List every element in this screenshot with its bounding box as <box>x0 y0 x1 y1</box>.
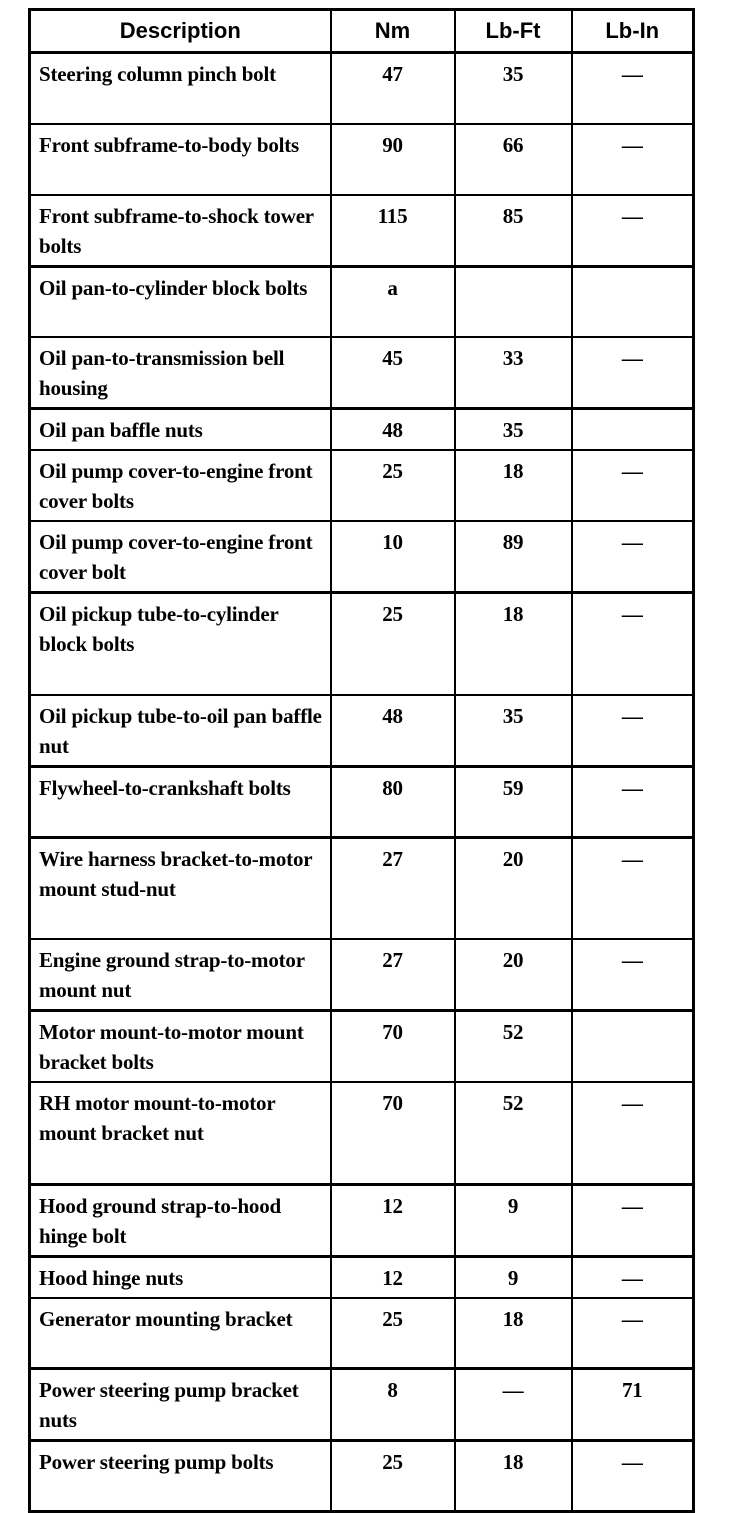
lbin-cell-text: 71 <box>621 1378 643 1402</box>
description-cell <box>30 695 331 767</box>
lbft-cell-text: 52 <box>502 1091 524 1115</box>
lbin-cell <box>572 337 694 409</box>
description-cell <box>30 53 331 124</box>
lbin-cell <box>572 53 694 124</box>
lbin-cell <box>572 593 694 695</box>
nm-cell-text: 27 <box>382 948 403 972</box>
nm-cell-text: 70 <box>382 1020 403 1044</box>
lbin-cell-text: — <box>621 1091 643 1115</box>
nm-cell-text: 12 <box>382 1193 403 1218</box>
description-cell-text: Wire harness bracket-to-motor mount stud-nut <box>39 846 312 901</box>
header-nm: Nm <box>331 10 455 53</box>
lbin-cell <box>572 1256 694 1298</box>
table-row <box>30 1369 694 1441</box>
lbin-cell-text: — <box>621 346 643 370</box>
nm-cell-text: 27 <box>382 846 403 871</box>
nm-cell <box>331 766 455 837</box>
description-cell <box>30 1441 331 1512</box>
nm-cell <box>331 1369 455 1441</box>
lbin-cell-text: — <box>621 1450 643 1474</box>
nm-cell-text: 47 <box>382 62 403 86</box>
nm-cell-text: 70 <box>382 1091 403 1115</box>
description-cell <box>30 450 331 521</box>
description-cell <box>30 766 331 837</box>
lbft-cell <box>455 939 572 1011</box>
lbft-cell-text: 33 <box>502 346 524 370</box>
header-row <box>30 10 694 53</box>
description-cell <box>30 195 331 267</box>
description-cell-text: Flywheel-to-crankshaft bolts <box>39 775 291 800</box>
table-row <box>30 521 694 593</box>
lbin-cell-text: — <box>621 459 643 483</box>
description-cell-text: Steering column pinch bolt <box>39 62 276 86</box>
description-cell-text: Power steering pump bracket nuts <box>39 1378 299 1432</box>
table-row <box>30 1441 694 1512</box>
lbft-cell-text: 35 <box>502 418 524 442</box>
lbft-cell <box>455 837 572 939</box>
description-cell-text: Front subframe-to-body bolts <box>39 132 300 157</box>
nm-cell-text: 10 <box>382 530 403 554</box>
table-row <box>30 939 694 1011</box>
description-cell <box>30 1082 331 1184</box>
lbin-cell <box>572 1184 694 1256</box>
lbft-cell <box>455 1441 572 1512</box>
lbft-cell-text: 18 <box>502 602 524 626</box>
description-cell <box>30 1298 331 1369</box>
nm-cell <box>331 837 455 939</box>
lbin-cell <box>572 939 694 1011</box>
lbft-cell-text: 85 <box>502 203 524 228</box>
nm-cell <box>331 1298 455 1369</box>
lbft-cell <box>455 450 572 521</box>
lbft-cell-text: 18 <box>502 1450 524 1474</box>
lbin-cell-text: — <box>621 1265 643 1290</box>
lbft-cell <box>455 695 572 767</box>
torque-spec-sheet <box>28 8 692 1513</box>
description-cell-text: Power steering pump bolts <box>39 1450 274 1474</box>
lbin-cell <box>572 450 694 521</box>
header-lbin: Lb-In <box>572 10 694 53</box>
lbin-cell <box>572 409 694 451</box>
lbft-cell-text: 59 <box>502 775 524 800</box>
table-row <box>30 409 694 451</box>
lbin-cell-text: — <box>621 1306 643 1331</box>
lbin-cell-text: — <box>621 775 643 800</box>
table-row <box>30 1011 694 1083</box>
lbft-cell <box>455 1011 572 1083</box>
description-cell-text: Motor mount-to-motor mount bracket bolts <box>39 1020 304 1074</box>
header-description: Description <box>30 10 331 53</box>
lbft-cell <box>455 1298 572 1369</box>
nm-cell <box>331 1256 455 1298</box>
nm-cell-text: 45 <box>382 346 403 370</box>
nm-cell <box>331 1082 455 1184</box>
table-row <box>30 1184 694 1256</box>
lbft-cell-text: 66 <box>502 132 524 157</box>
lbin-cell <box>572 1298 694 1369</box>
description-cell <box>30 837 331 939</box>
description-cell <box>30 1256 331 1298</box>
lbin-cell <box>572 1441 694 1512</box>
lbin-cell-text: — <box>621 1193 643 1218</box>
lbft-cell-text: 9 <box>507 1265 519 1290</box>
nm-cell <box>331 1441 455 1512</box>
description-cell-text: Oil pan baffle nuts <box>39 418 203 442</box>
nm-cell <box>331 521 455 593</box>
table-row <box>30 195 694 267</box>
lbin-cell <box>572 1082 694 1184</box>
table-row <box>30 1298 694 1369</box>
nm-cell <box>331 695 455 767</box>
lbin-cell <box>572 766 694 837</box>
nm-cell <box>331 593 455 695</box>
table-row <box>30 837 694 939</box>
nm-cell-text: 25 <box>382 1450 403 1474</box>
lbin-cell-text: — <box>621 948 643 972</box>
header-lbft: Lb-Ft <box>455 10 572 53</box>
lbin-cell <box>572 1011 694 1083</box>
lbft-cell-text: 18 <box>502 459 524 483</box>
nm-cell <box>331 337 455 409</box>
nm-cell <box>331 124 455 195</box>
lbft-cell <box>455 337 572 409</box>
lbin-cell-text: — <box>621 530 643 554</box>
lbft-cell-text: 35 <box>502 62 524 86</box>
description-cell <box>30 1184 331 1256</box>
lbft-cell <box>455 1369 572 1441</box>
description-cell <box>30 124 331 195</box>
nm-cell-text: 48 <box>382 703 403 728</box>
torque-spec-table <box>28 8 695 1513</box>
lbft-cell-text: 18 <box>502 1306 524 1331</box>
nm-cell-text: 25 <box>382 459 403 483</box>
lbft-cell-text: 52 <box>502 1020 524 1044</box>
lbft-cell <box>455 1256 572 1298</box>
lbft-cell <box>455 124 572 195</box>
table-row <box>30 695 694 767</box>
lbft-cell-text: 89 <box>502 530 524 554</box>
lbin-cell-text: — <box>621 132 643 157</box>
description-cell <box>30 521 331 593</box>
description-cell-text: Generator mounting bracket <box>39 1306 293 1331</box>
nm-cell-text: 25 <box>382 602 403 626</box>
lbin-cell <box>572 1369 694 1441</box>
description-cell-text: Hood ground strap-to-hood hinge bolt <box>39 1193 281 1248</box>
table-row <box>30 1256 694 1298</box>
lbft-cell <box>455 409 572 451</box>
table-row <box>30 593 694 695</box>
nm-cell <box>331 195 455 267</box>
lbin-cell <box>572 695 694 767</box>
nm-cell-text: 25 <box>382 1306 403 1331</box>
lbft-cell <box>455 266 572 337</box>
description-cell <box>30 266 331 337</box>
description-cell <box>30 1011 331 1083</box>
lbin-cell-text: — <box>621 703 643 728</box>
nm-cell-text: 115 <box>377 203 408 228</box>
table-row <box>30 450 694 521</box>
description-cell <box>30 593 331 695</box>
lbft-cell <box>455 521 572 593</box>
nm-cell <box>331 450 455 521</box>
nm-cell-text: 48 <box>382 418 403 442</box>
lbin-cell-text: — <box>621 62 643 86</box>
table-row <box>30 124 694 195</box>
lbft-cell-text: — <box>502 1378 524 1402</box>
description-cell <box>30 409 331 451</box>
nm-cell-text: 12 <box>382 1265 403 1290</box>
nm-cell-text: 90 <box>382 132 403 157</box>
description-cell-text: Oil pan-to-cylinder block bolts <box>39 275 308 300</box>
lbin-cell-text: — <box>621 602 643 626</box>
lbft-cell-text: 20 <box>502 948 524 972</box>
nm-cell-text: 80 <box>382 775 403 800</box>
nm-cell-text: a <box>387 275 398 300</box>
description-cell-text: Front subframe-to-shock tower bolts <box>39 203 314 258</box>
table-body <box>30 53 694 1512</box>
lbft-cell-text: 9 <box>507 1193 519 1218</box>
table-row <box>30 337 694 409</box>
description-cell-text: Oil pump cover-to-engine front cover bolts <box>39 459 313 513</box>
description-cell-text: Oil pickup tube-to-cylinder block bolts <box>39 602 279 656</box>
lbin-cell <box>572 266 694 337</box>
lbin-cell <box>572 124 694 195</box>
lbin-cell <box>572 195 694 267</box>
table-row <box>30 766 694 837</box>
lbft-cell <box>455 1184 572 1256</box>
lbin-cell <box>572 521 694 593</box>
description-cell <box>30 1369 331 1441</box>
description-cell <box>30 337 331 409</box>
nm-cell <box>331 53 455 124</box>
lbin-cell-text: — <box>621 203 643 228</box>
table-row <box>30 53 694 124</box>
lbft-cell <box>455 766 572 837</box>
lbft-cell <box>455 593 572 695</box>
nm-cell <box>331 939 455 1011</box>
description-cell-text: Oil pickup tube-to-oil pan baffle nut <box>39 703 322 758</box>
description-cell-text: Oil pan-to-transmission bell housing <box>39 346 285 400</box>
lbin-cell-text: — <box>621 846 643 871</box>
lbft-cell <box>455 1082 572 1184</box>
description-cell-text: Engine ground strap-to-motor mount nut <box>39 948 305 1002</box>
nm-cell <box>331 1184 455 1256</box>
nm-cell-text: 8 <box>387 1378 398 1402</box>
nm-cell <box>331 266 455 337</box>
lbft-cell-text: 35 <box>502 703 524 728</box>
description-cell-text: RH motor mount-to-motor mount bracket nut <box>39 1091 276 1145</box>
description-cell-text: Hood hinge nuts <box>39 1265 184 1290</box>
description-cell-text: Oil pump cover-to-engine front cover bolt <box>39 530 313 584</box>
lbft-cell <box>455 195 572 267</box>
table-row <box>30 1082 694 1184</box>
table-row <box>30 266 694 337</box>
nm-cell <box>331 409 455 451</box>
nm-cell <box>331 1011 455 1083</box>
description-cell <box>30 939 331 1011</box>
lbft-cell-text: 20 <box>502 846 524 871</box>
lbin-cell <box>572 837 694 939</box>
lbft-cell <box>455 53 572 124</box>
